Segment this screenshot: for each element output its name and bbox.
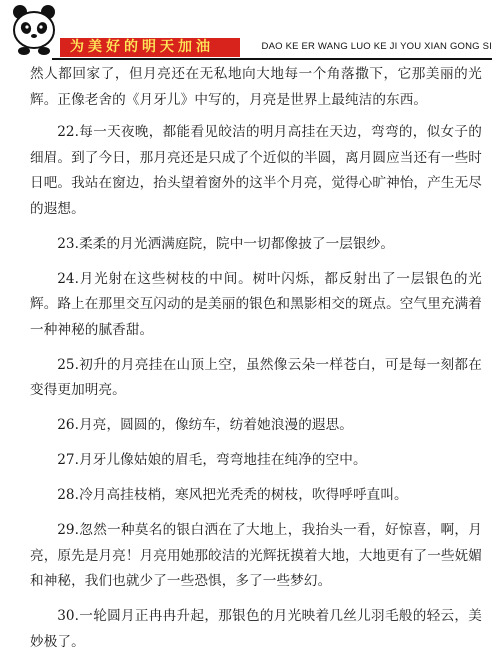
- slogan-banner: 为美好的明天加油: [60, 38, 240, 57]
- paragraph: 28.冷月高挂枝梢，寒风把光秃秃的树枝，吹得呼呼直叫。: [57, 487, 408, 503]
- paragraph: 29.忽然一种莫名的银白洒在了大地上，我抬头一看，好惊喜，啊，月亮，原先是月亮！月亮用她那皎洁的光辉抚摸着大地，大地更有了一些妩媚和神秘，我们也就少了一些恐惧，多了一些梦幻。: [30, 522, 482, 589]
- paragraph: 30.一轮圆月正冉冉升起，那银色的月光映着几丝儿羽毛般的轻云，美妙极了。: [30, 608, 482, 650]
- paragraph: 24.月光射在这些树枝的中间。树叶闪烁，都反射出了一层银色的光辉。路上在那里交互闪动的是美丽的银色和黑影相交的斑点。空气里充满着一种神秘的腻香甜。: [30, 270, 482, 338]
- page-header: [0, 0, 500, 62]
- header-divider: [52, 58, 492, 60]
- paragraph: 26.月亮，圆圆的，像纺车，纺着她浪漫的遐思。: [57, 417, 353, 433]
- paragraph: 25.初升的月亮挂在山顶上空，虽然像云朵一样苍白，可是每一刻都在变得更加明亮。: [30, 356, 482, 398]
- paragraph: 27.月牙儿像姑娘的眉毛，弯弯地挂在纯净的空中。: [57, 452, 367, 468]
- paragraph: 23.柔柔的月光洒满庭院，院中一切都像披了一层银纱。: [57, 235, 395, 252]
- document-body: [30, 62, 482, 665]
- paragraph: 22.每一天夜晚，都能看见皎洁的明月高挂在天边，弯弯的，似女子的细眉。到了今日，那月亮还是只成了个近似的半圆，离月圆应当还有一些时日吧。我站在窗边，抬头望着窗外的这半个月亮，觉得心旷神怡，产生无尽的遐想。: [30, 124, 482, 217]
- panda-icon: [10, 2, 58, 56]
- paragraph: 然人都回家了，但月亮还在无私地向大地每一个角落撒下，它那美丽的光辉。正像老舍的《月牙儿》中写的，月亮是世界上最纯洁的东西。: [30, 66, 482, 108]
- company-pinyin: DAO KE ER WANG LUO KE JI YOU XIAN GONG SI: [261, 41, 492, 52]
